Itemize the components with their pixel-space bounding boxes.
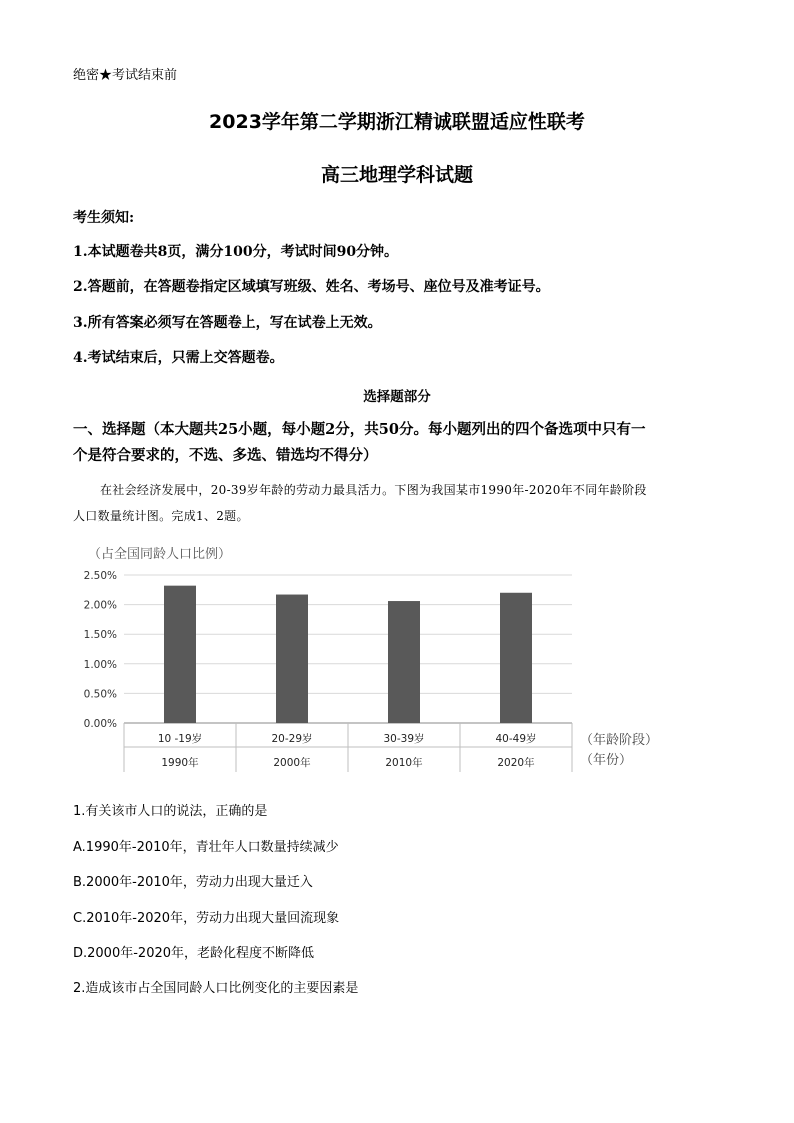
bar (276, 595, 308, 723)
y-tick-label: 2.00% (83, 599, 117, 612)
notice-item: 2.答题前，在答题卷指定区域填写班级、姓名、考场号、座位号及准考证号。 (73, 279, 550, 295)
bar (500, 593, 532, 723)
y-tick-label: 1.00% (83, 658, 117, 671)
notice-item: 1.本试题卷共8页，满分100分，考试时间90分钟。 (73, 244, 399, 260)
x-tick-label-age: 10 -19岁 (157, 733, 203, 745)
x-tick-label-year: 2000年 (273, 757, 311, 769)
confidential-label: 绝密★考试结束前 (73, 68, 178, 83)
bar (164, 586, 196, 723)
x-axis-label-year: （年份） (580, 753, 633, 768)
y-tick-labels (84, 570, 117, 730)
question-1-option-b: B.2000年-2010年，劳动力出现大量迁入 (73, 875, 313, 890)
chart-bars (164, 586, 532, 723)
question-1: 1.有关该市人口的说法，正确的是 (73, 804, 268, 819)
section-instructions-line1: 一、选择题（本大题共25小题，每小题2分，共50分。每小题列出的四个备选项中只有一 (73, 421, 646, 438)
notice-item: 4.考试结束后，只需上交答题卷。 (73, 350, 284, 366)
y-tick-label: 0.00% (83, 718, 117, 730)
y-tick-label: 2.50% (83, 570, 117, 582)
population-bar-chart (0, 535, 794, 785)
question-2: 2.造成该市占全国同龄人口比例变化的主要因素是 (73, 981, 359, 996)
exam-subtitle: 高三地理学科试题 (320, 164, 473, 186)
question-1-option-d: D.2000年-2020年，老龄化程度不断降低 (73, 946, 315, 961)
passage-line2: 人口数量统计图。完成1、2题。 (73, 509, 249, 523)
bar (388, 601, 420, 723)
x-tick-label-age: 30-39岁 (383, 733, 425, 745)
y-tick-label: 0.50% (83, 688, 117, 701)
exam-title: 2023学年第二学期浙江精诚联盟适应性联考 (209, 111, 585, 133)
x-category-labels (124, 723, 572, 772)
section-instructions-line2: 个是符合要求的，不选、多选、错选均不得分） (73, 447, 378, 464)
notice-item: 3.所有答案必须写在答题卷上，写在试卷上无效。 (73, 315, 382, 331)
x-tick-label-year: 1990年 (161, 757, 199, 769)
passage-line1: 在社会经济发展中，20-39岁年龄的劳动力最具活力。下图为我国某市1990年-2020年不同年龄阶段 (100, 483, 647, 497)
x-tick-label-age: 40-49岁 (495, 733, 537, 745)
notice-heading: 考生须知: (73, 210, 135, 226)
question-1-option-c: C.2010年-2020年，劳动力出现大量回流现象 (73, 911, 340, 926)
x-tick-label-age: 20-29岁 (271, 733, 313, 745)
y-axis-label: （占全国同龄人口比例） (88, 547, 232, 562)
x-tick-label-year: 2020年 (497, 757, 535, 769)
section-title: 选择题部分 (363, 389, 431, 405)
question-1-option-a: A.1990年-2010年，青壮年人口数量持续减少 (73, 840, 339, 855)
x-tick-label-year: 2010年 (385, 757, 423, 769)
x-axis-label-age: （年龄阶段） (580, 733, 659, 748)
y-tick-label: 1.50% (83, 629, 117, 642)
